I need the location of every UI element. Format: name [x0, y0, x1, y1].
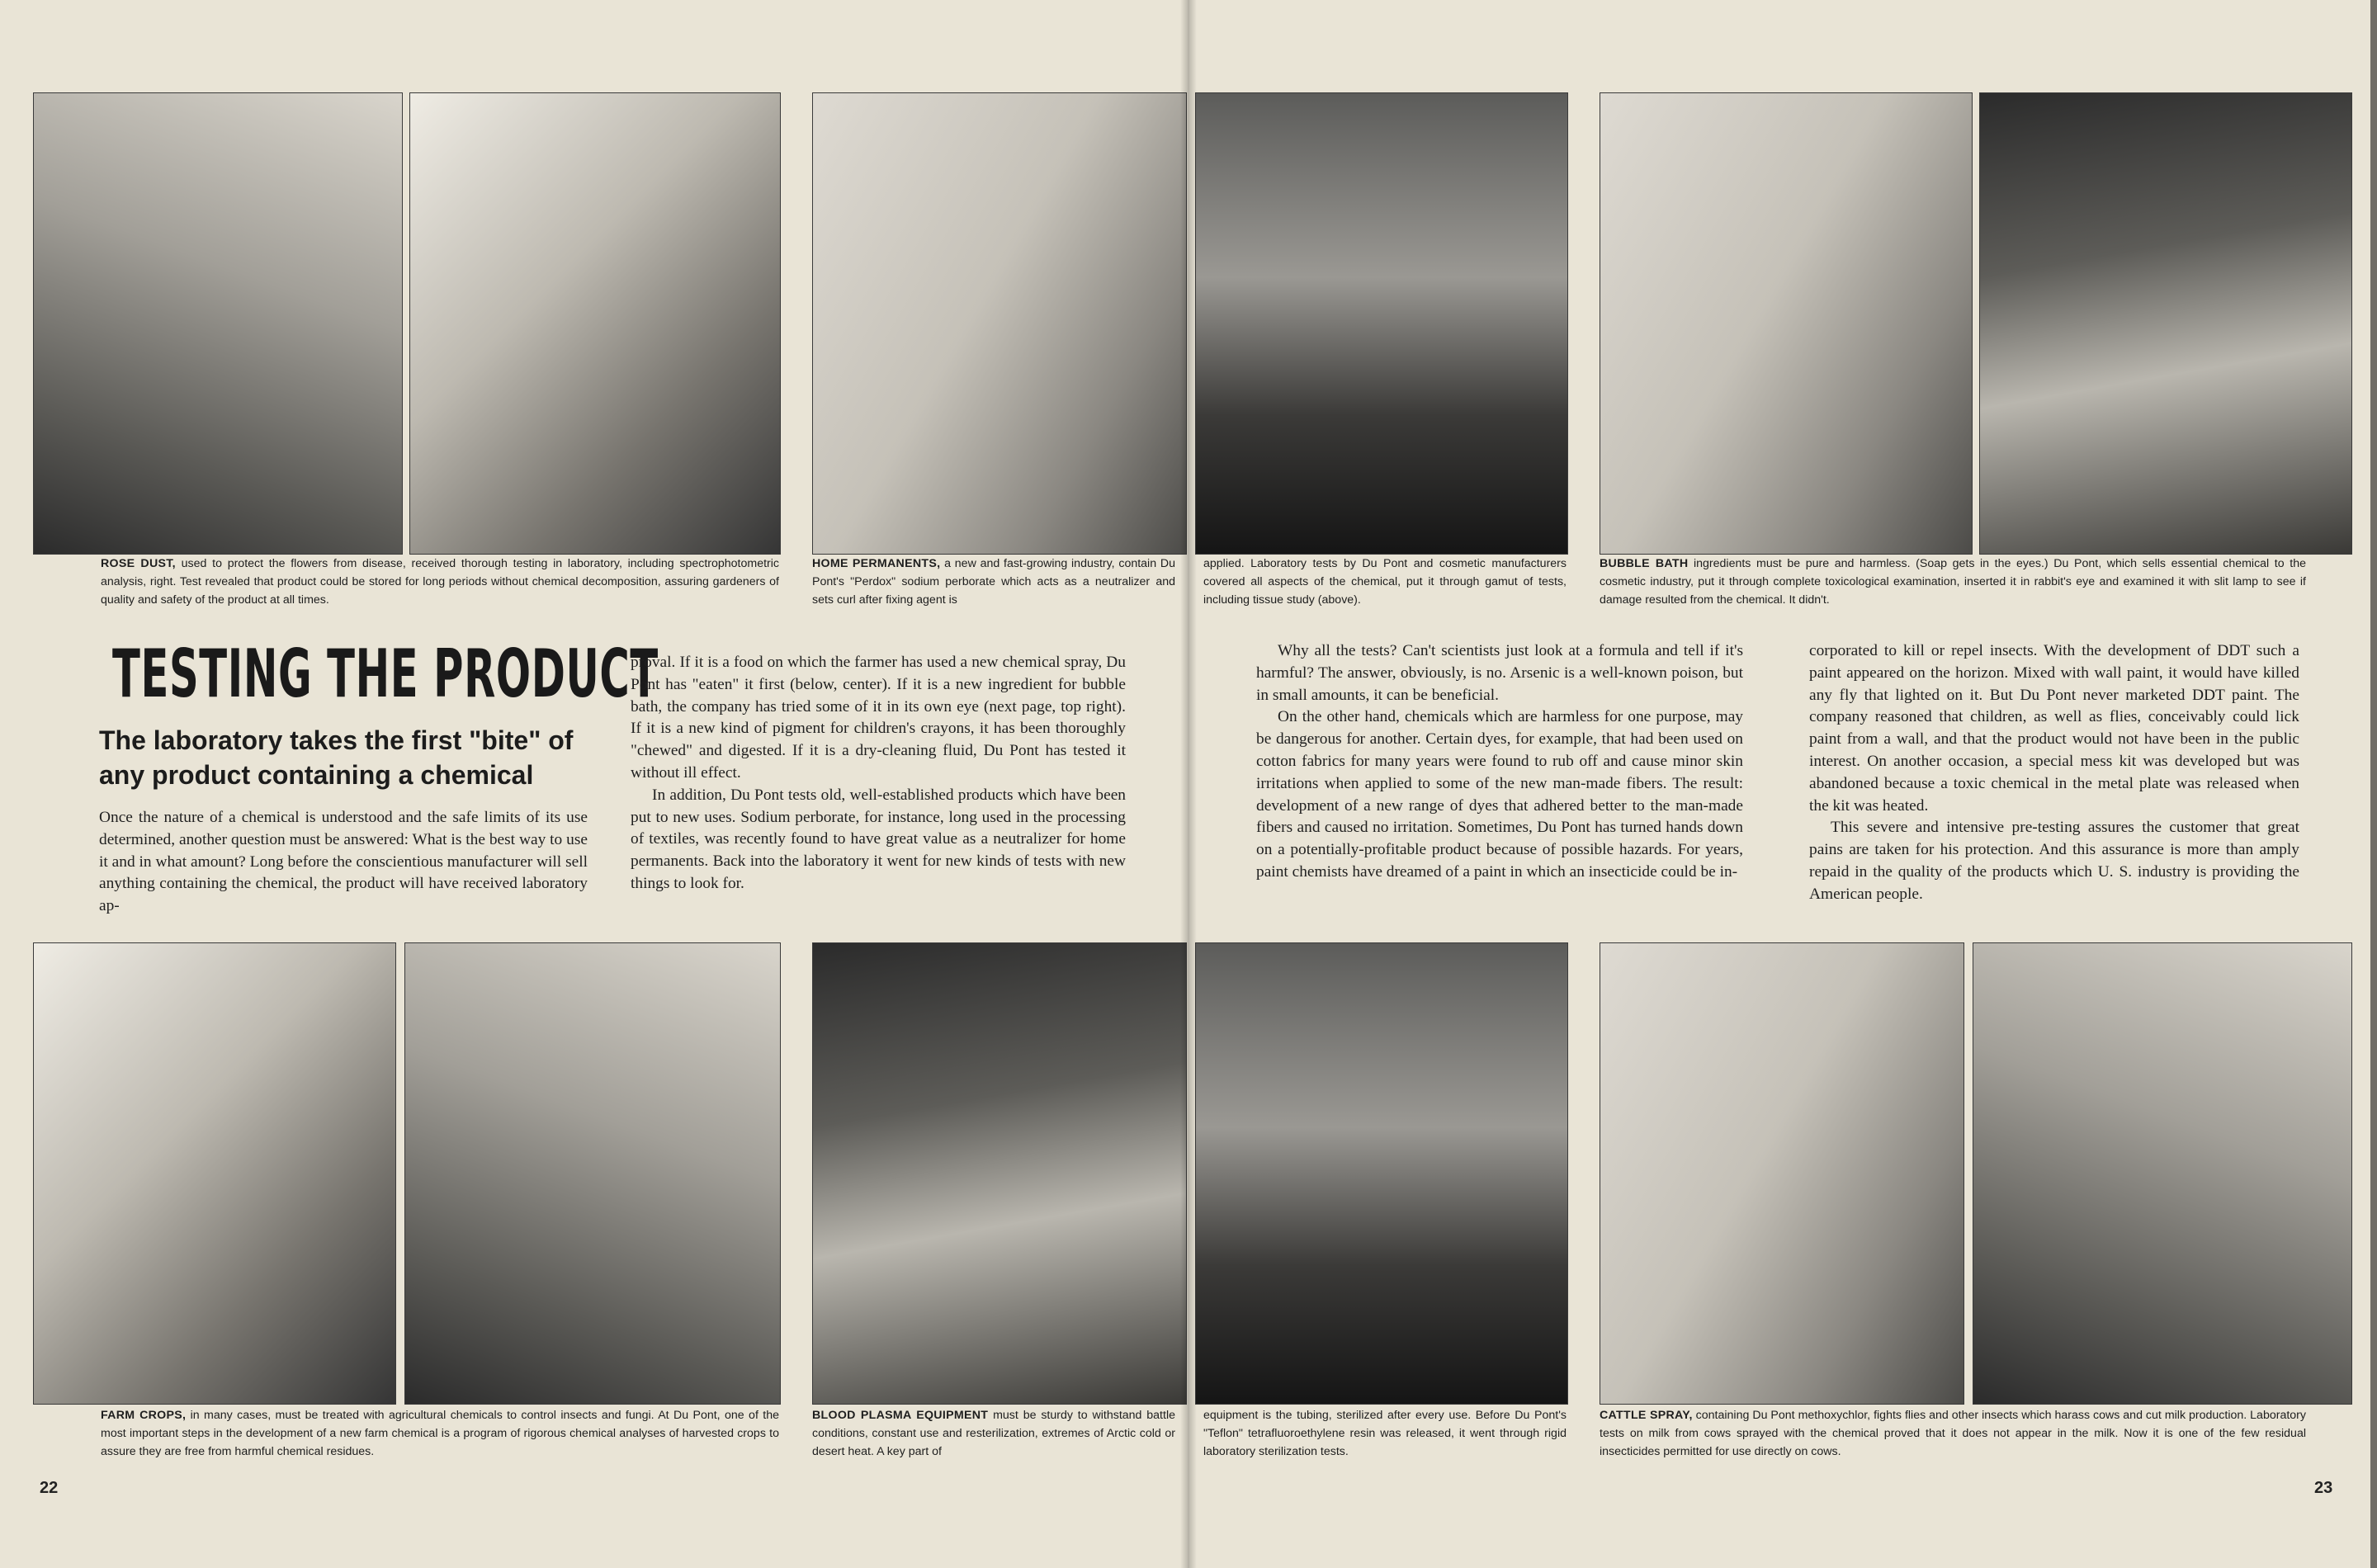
caption-home-permanents-continued: [1203, 555, 1567, 609]
body-paragraph: Once the nature of a chemical is understood and the safe limits of its use determined, another question must be answered: What is the best way to use it and in what amount? Long before the conscientious manufacturer will sell anything containing the chemical, the product will have received laboratory ap-: [99, 809, 588, 915]
photo-home-permanent-woman: [812, 92, 1187, 555]
caption-text: ingredients must be pure and harmless. (Soap gets in the eyes.) Du Pont, which sells essential chemical to the cosmetic industry, put it through complete toxicological examination, inserted it in rabbit's eye and examined it with slit lamp to see if damage resulted from the chemical. It didn't.: [1600, 557, 2306, 607]
photo-milk-analysis-chemist: [1973, 942, 2352, 1405]
center-gutter: [1180, 0, 1197, 1568]
caption-lead: BUBBLE BATH: [1600, 557, 1689, 570]
body-column-1: [99, 807, 588, 918]
body-paragraph: corporated to kill or repel insects. With the development of DDT such a paint appeared on the horizon. Mixed with wall paint, it would have killed any fly that lighted on it. But Du Pont never marketed DDT paint. The company reasoned that children, as well as flies, conceivably could lick paint from a wall, and that the product would not have been in the public interest. On another occasion, a special mess kit was developed but was abandoned because a toxic chemical in the metal plate was released when the kit was heated.: [1809, 642, 2299, 815]
caption-lead: ROSE DUST,: [101, 557, 176, 570]
page-edge: [2370, 0, 2377, 1568]
article-subheadline: The laboratory takes the first "bite" of any product containing a chemical: [99, 725, 574, 790]
photo-farm-crops-woman: [33, 942, 396, 1405]
photo-tissue-study-lab: [1195, 92, 1568, 555]
caption-lead: FARM CROPS,: [101, 1409, 187, 1422]
photo-crop-analysis-chemist: [404, 942, 781, 1405]
photo-blood-plasma-soldier: [812, 942, 1187, 1405]
caption-blood-plasma: [812, 1406, 1175, 1461]
caption-text: equipment is the tubing, sterilized after every use. Before Du Pont's "Teflon" tetrafluoroethylene resin was released, it went through rigid laboratory sterilization tests.: [1203, 1409, 1567, 1458]
body-column-3: [1256, 640, 1743, 884]
photo-bubble-bath: [1600, 92, 1973, 555]
caption-text: must be sturdy to withstand battle conditions, constant use and resterilization, extremes of Arctic cold or desert heat. A key part of: [812, 1409, 1175, 1458]
body-column-4: [1809, 640, 2299, 906]
page-number-right: 23: [2314, 1479, 2333, 1497]
caption-cattle-spray: [1600, 1406, 2306, 1461]
caption-lead: CATTLE SPRAY,: [1600, 1409, 1693, 1422]
body-paragraph: proval. If it is a food on which the farmer has used a new chemical spray, Du Pont has "eaten" it first (below, center). If it is a new ingredient for bubble bath, the company has tried some of it in its own eye (next page, top right). If it is a new kind of pigment for children's crayons, it has been thoroughly "chewed" and digested. If it is a dry-cleaning fluid, Du Pont has tested it without ill effect.: [631, 654, 1126, 782]
caption-text: containing Du Pont methoxychlor, fights flies and other insects which harass cows and cut milk production. Laboratory tests on milk from cows sprayed with the chemical proved that it does not appear in the milk. Now it is one of the few residual insecticides permitted for use directly on cows.: [1600, 1409, 2306, 1458]
caption-bubble-bath: [1600, 555, 2306, 609]
body-paragraph: Why all the tests? Can't scientists just look at a formula and tell if it's harmful? The answer, obviously, is no. Arsenic is a well-known poison, but in small amounts, it can be beneficial.: [1256, 642, 1743, 704]
photo-rabbit-eye-slit-lamp: [1979, 92, 2352, 555]
photo-rose-dust-gardener: [33, 92, 403, 555]
caption-rose-dust: [101, 555, 779, 609]
caption-blood-plasma-continued: [1203, 1406, 1567, 1461]
body-column-2: [631, 652, 1126, 895]
caption-lead: BLOOD PLASMA EQUIPMENT: [812, 1409, 989, 1422]
caption-text: used to protect the flowers from disease, received thorough testing in laboratory, including spectrophotometric analysis, right. Test revealed that product could be stored for long periods without chemical decomposition, assuring gardeners of quality and safety of the product at all times.: [101, 557, 779, 607]
caption-farm-crops: [101, 1406, 779, 1461]
photo-cattle-spray: [1600, 942, 1964, 1405]
article-headline: TESTING THE PRODUCT: [112, 635, 659, 712]
page-number-left: 22: [40, 1479, 59, 1497]
caption-home-permanents: [812, 555, 1175, 609]
caption-lead: HOME PERMANENTS,: [812, 557, 941, 570]
caption-text: applied. Laboratory tests by Du Pont and cosmetic manufacturers covered all aspects of the chemical, put it through gamut of tests, including tissue study (above).: [1203, 557, 1567, 607]
caption-text: a new and fast-growing industry, contain Du Pont's "Perdox" sodium perborate which acts as a neutralizer and sets curl after fixing agent is: [812, 557, 1175, 607]
body-paragraph: On the other hand, chemicals which are harmless for one purpose, may be dangerous for another. Certain dyes, for example, that had been used on cotton fabrics for many years were found to rub off and cause minor skin irritations when applied to some of the new man-made fibers. The result: development of a new range of dyes that adhered better to the man-made fibers and caused no irritation. Sometimes, Du Pont has turned hands down on a potentially-profitable product because of possible hazards. For years, paint chemists have dreamed of a paint in which an insecticide could be in-: [1256, 708, 1743, 881]
caption-text: in many cases, must be treated with agricultural chemicals to control insects and fungi. At Du Pont, one of the most important steps in the development of a new farm chemical is a program of rigorous chemical analyses of harvested crops to assure they are free from harmful chemical residues.: [101, 1409, 779, 1458]
photo-tubing-sterilization: [1195, 942, 1568, 1405]
body-paragraph: This severe and intensive pre-testing assures the customer that great pains are taken for his protection. And this assurance is more than amply repaid in the quality of the products which U. S. industry is providing the American people.: [1809, 819, 2299, 903]
body-paragraph: In addition, Du Pont tests old, well-established products which have been put to new uses. Sodium perborate, for instance, long used in the processing of textiles, was recently found to have great value as a neutralizer for home permanents. Back into the laboratory it went for new kinds of tests with new things to look for.: [631, 786, 1126, 892]
photo-spectrophotometric-analysis: [409, 92, 781, 555]
